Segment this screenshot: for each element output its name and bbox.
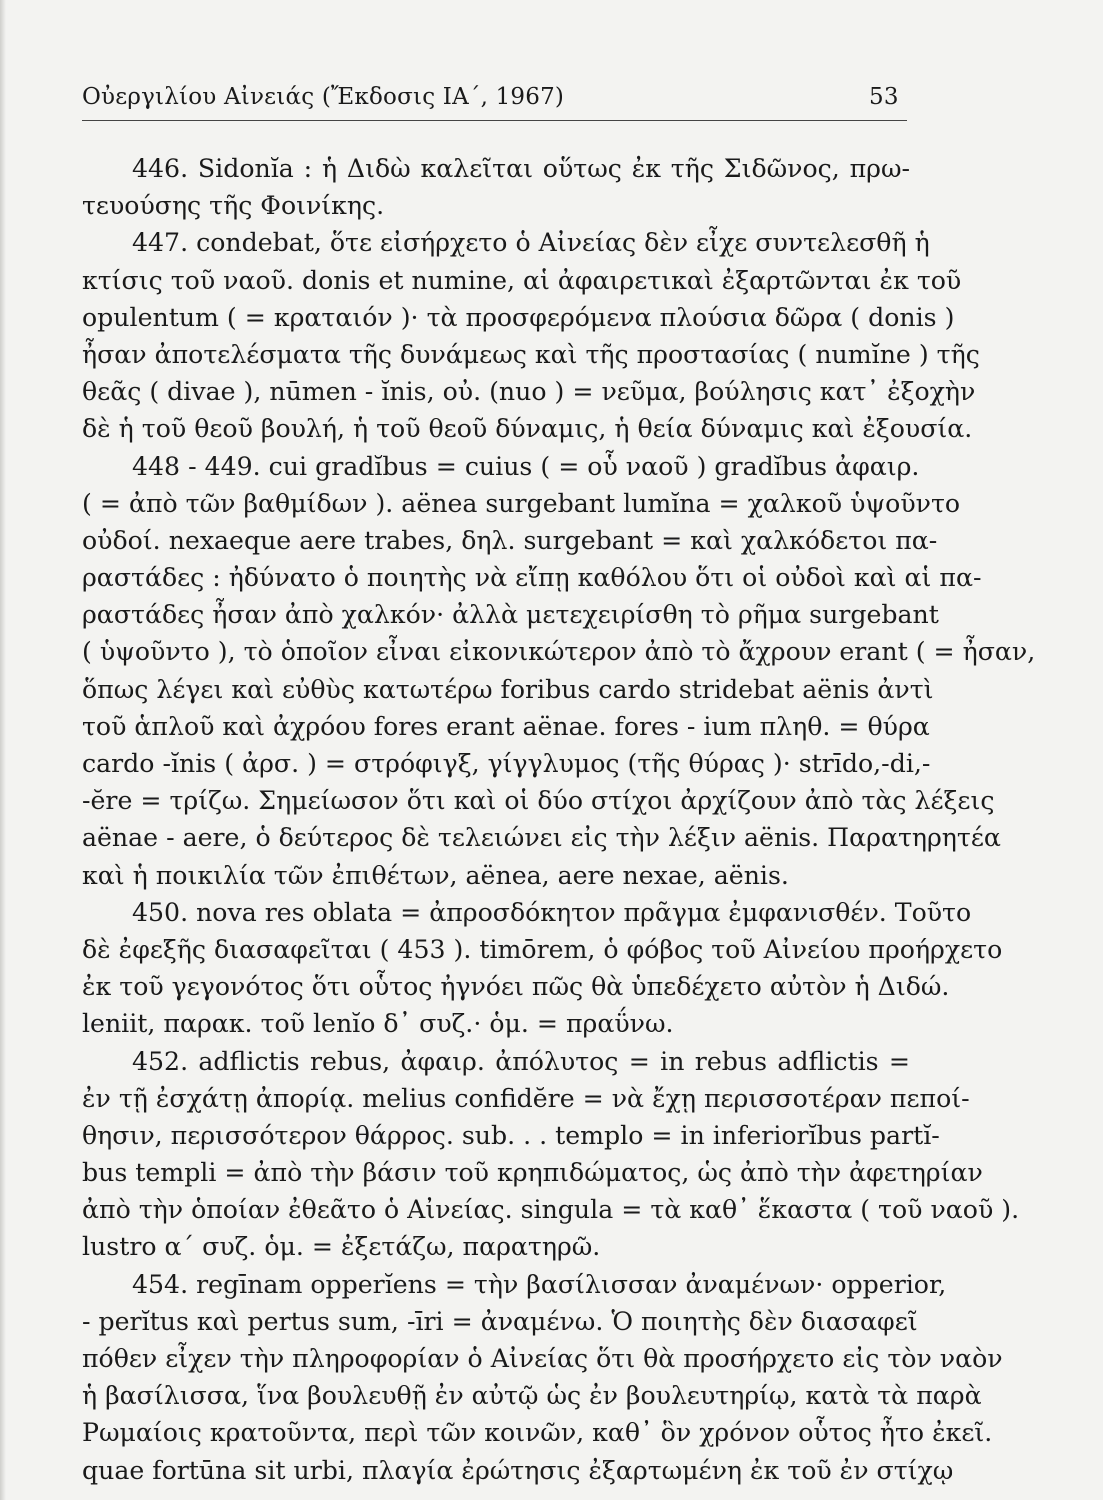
text-line: ἡ βασίλισσα, ἵνα βουλευθῇ ἐν αὐτῷ ὡς ἐν βουλευτηρίῳ, κατὰ τὰ παρὰ	[82, 1381, 982, 1411]
text-line: opulentum ( = κραταιόν )· τὰ προσφερόμενα πλούσια δῶρα ( donis )	[82, 302, 955, 332]
text-line: 448 - 449. cui gradĭbus = cuius ( = οὗ ναοῦ ) gradĭbus ἀφαιρ.	[132, 451, 920, 481]
text-line: - perĭtus καὶ pertus sum, -īri = ἀναμένω. Ὁ ποιητὴς δὲν διασαφεῖ	[82, 1306, 918, 1336]
text-line: κτίσις τοῦ ναοῦ. donis et numine, αἱ ἀφαιρετικαὶ ἐξαρτῶνται ἐκ τοῦ	[82, 265, 962, 295]
text-line: quae fortūna sit urbi, πλαγία ἐρώτησις ἐξαρτωμένη ἐκ τοῦ ἐν στίχῳ	[82, 1455, 954, 1485]
text-line: 447. condebat, ὅτε εἰσήρχετο ὁ Αἰνείας δὲν εἶχε συντελεσθῆ ἡ	[132, 228, 930, 258]
page-edge-shadow	[0, 0, 6, 1500]
text-line: πόθεν εἶχεν τὴν πληροφορίαν ὁ Αἰνείας ὅτι θὰ προσήρχετο εἰς τὸν ναὸν	[82, 1344, 1003, 1373]
text-line: θεᾶς ( divae ), nūmen - ĭnis, οὐ. (nuo ) = νεῦμα, βούλησις κατ᾿ ἐξοχὴν	[82, 377, 976, 407]
text-line: 450. nova res oblata = ἀπροσδόκητον πρᾶγμα ἐμφανισθέν. Τοῦτο	[132, 897, 972, 927]
text-line: οὐδοί. nexaeque aere trabes, δηλ. surgebant = καὶ χαλκόδετοι πα-	[82, 525, 938, 555]
text-line: ἦσαν ἀποτελέσματα τῆς δυνάμεως καὶ τῆς προστασίας ( numĭne ) τῆς	[82, 339, 980, 369]
text-line: 446. Sidonĭa : ἡ Διδὼ καλεῖται οὕτως ἐκ τῆς Σιδῶνος, πρω-	[132, 154, 910, 183]
text-line: Ρωμαίοις κρατοῦντα, περὶ τῶν κοινῶν, καθ᾿ ὃν χρόνον οὗτος ἦτο ἐκεῖ.	[82, 1418, 993, 1448]
text-line: cardo -ĭnis ( ἀρσ. ) = στρόφιγξ, γίγγλυμος (τῆς θύρας )· strīdo,-di,-	[82, 749, 931, 778]
text-line: aënae - aere, ὁ δεύτερος δὲ τελειώνει εἰς τὴν λέξιν aënis. Παρατηρητέα	[82, 823, 1001, 853]
text-line: ἐν τῇ ἐσχάτῃ ἀπορίᾳ. melius confidĕre = νὰ ἔχῃ περισσοτέραν πεποί-	[82, 1083, 970, 1113]
text-line: τοῦ ἁπλοῦ καὶ ἀχρόου fores erant aënae. fores - ium πληθ. = θύρα	[82, 711, 930, 741]
text-line: τευούσης τῆς Φοινίκης.	[82, 191, 385, 221]
page-number: 53	[869, 84, 899, 110]
text-line: δὲ ἐφεξῆς διασαφεῖται ( 453 ). timōrem, ὁ φόβος τοῦ Αἰνείου προήρχετο	[82, 934, 1003, 964]
text-line: 454. regīnam opperĭens = τὴν βασίλισσαν ἀναμένων· opperior,	[132, 1269, 947, 1299]
text-line: δὲ ἡ τοῦ θεοῦ βουλή, ἡ τοῦ θεοῦ δύναμις, ἡ θεία δύναμις καὶ ἐξουσία.	[82, 414, 973, 444]
text-line: θησιν, περισσότερον θάρρος. sub. . . templo = in inferiorĭbus partĭ-	[82, 1120, 940, 1150]
text-line: ραστάδες : ἠδύνατο ὁ ποιητὴς νὰ εἴπῃ καθόλου ὅτι οἱ οὐδοὶ καὶ αἱ πα-	[82, 563, 982, 593]
text-line: ( = ἀπὸ τῶν βαθμίδων ). aënea surgebant lumĭna = χαλκοῦ ὑψοῦντο	[82, 488, 961, 518]
text-line: 452. adflictis rebus, ἀφαιρ. ἀπόλυτος = in rebus adflictis =	[132, 1046, 910, 1076]
header-rule	[82, 120, 907, 121]
text-line: ( ὑψοῦντο ), τὸ ὁποῖον εἶναι εἰκονικώτερον ἀπὸ τὸ ἄχρουν erant ( = ἦσαν,	[82, 637, 1036, 667]
text-line: ὅπως λέγει καὶ εὐθὺς κατωτέρω foribus cardo stridebat aënis ἀντὶ	[82, 674, 934, 704]
running-title: Οὐεργιλίου Αἰνειάς (Ἔκδοσις ΙΑ΄, 1967)	[82, 84, 565, 110]
text-line: ραστάδες ἦσαν ἀπὸ χαλκόν· ἀλλὰ μετεχειρίσθη τὸ ρῆμα surgebant	[82, 600, 939, 630]
commentary-body	[82, 150, 1036, 1489]
text-line: ἀπὸ τὴν ὁποίαν ἐθεᾶτο ὁ Αἰνείας. singula = τὰ καθ᾿ ἕκαστα ( τοῦ ναοῦ ).	[82, 1195, 1020, 1225]
text-line: bus templi = ἀπὸ τὴν βάσιν τοῦ κρηπιδώματος, ὡς ἀπὸ τὴν ἀφετηρίαν	[82, 1158, 983, 1188]
text-line: leniit, παρακ. τοῦ lenĭo δ᾿ συζ.· ὁμ. = πραΰνω.	[82, 1009, 674, 1039]
running-head	[82, 84, 903, 124]
text-line: ἐκ τοῦ γεγονότος ὅτι οὗτος ἠγνόει πῶς θὰ ὑπεδέχετο αὐτὸν ἡ Διδώ.	[82, 972, 950, 1002]
text-line: lustro α΄ συζ. ὁμ. = ἐξετάζω, παρατηρῶ.	[82, 1232, 601, 1262]
text-line: -ĕre = τρίζω. Σημείωσον ὅτι καὶ οἱ δύο στίχοι ἀρχίζουν ἀπὸ τὰς λέξεις	[82, 786, 995, 816]
text-line: καὶ ἡ ποικιλία τῶν ἐπιθέτων, aënea, aere nexae, aënis.	[82, 860, 789, 890]
